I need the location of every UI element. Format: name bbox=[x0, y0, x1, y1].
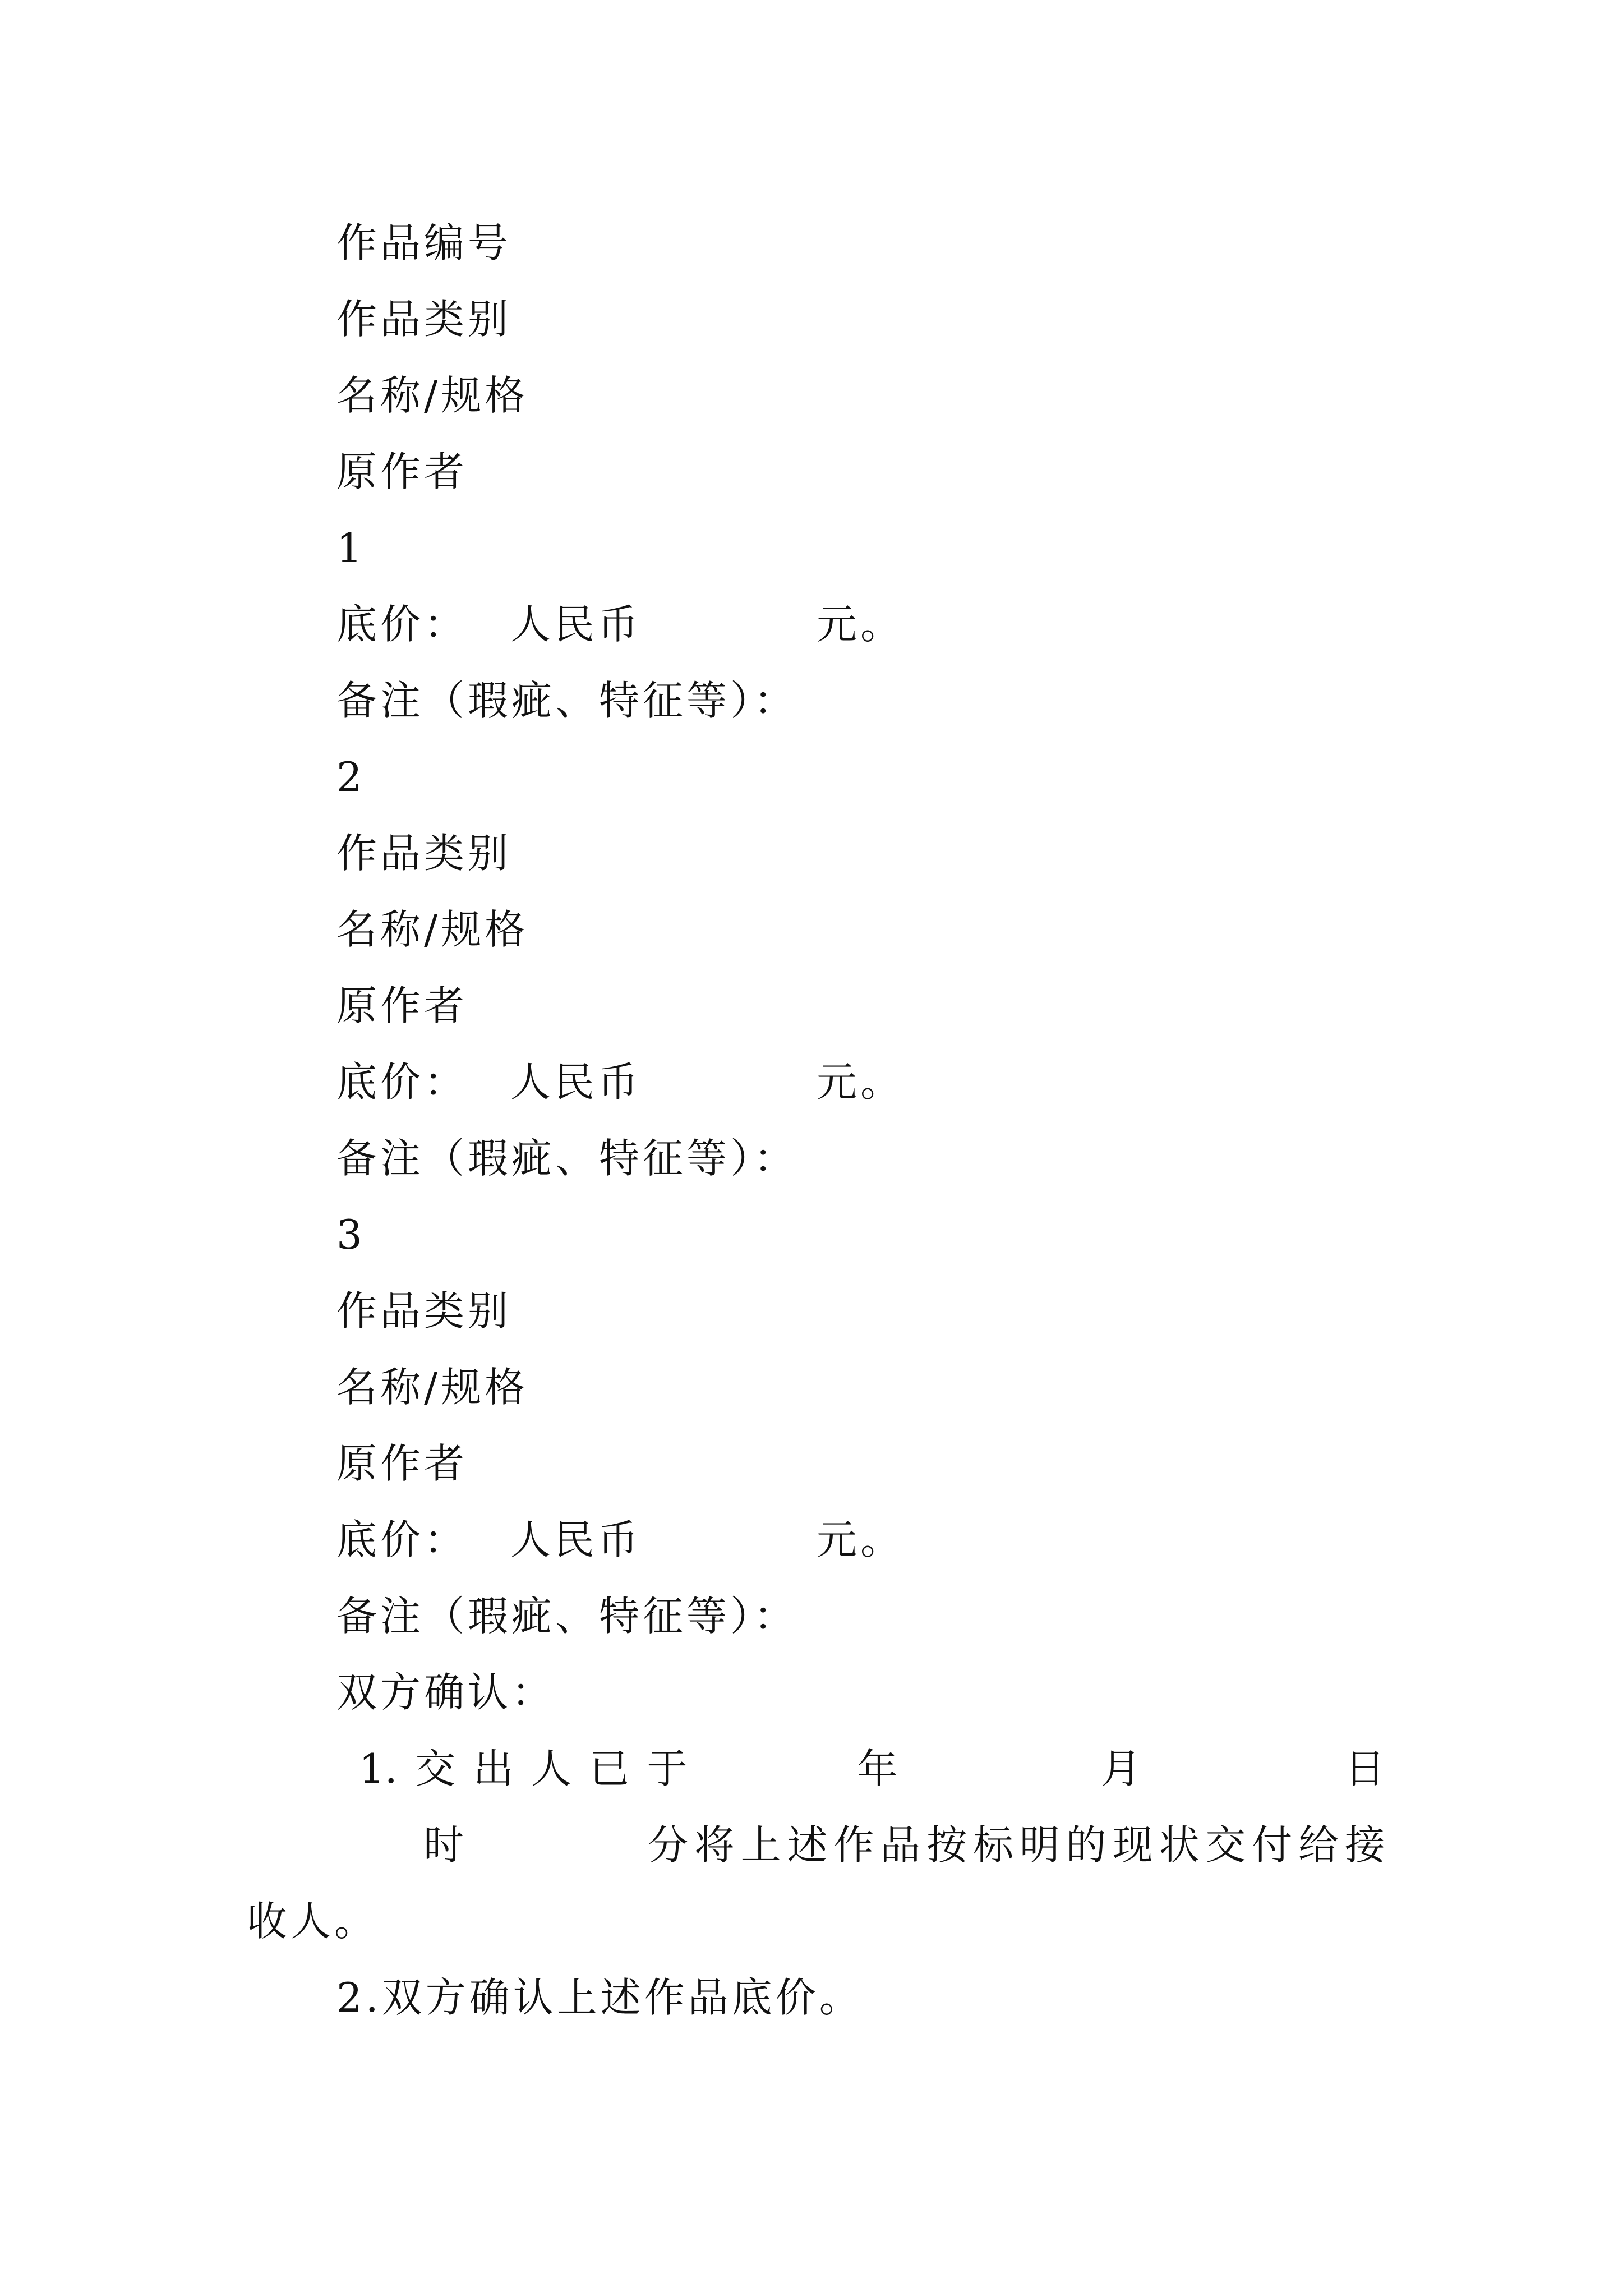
price-label: 底价： bbox=[336, 1059, 468, 1106]
item-index: 3 bbox=[336, 1211, 366, 1258]
clause-char: 上 bbox=[740, 1821, 781, 1869]
clause-char: 于 bbox=[647, 1745, 688, 1792]
clause-char: 付 bbox=[1252, 1821, 1293, 1869]
clause-char: 分 bbox=[648, 1821, 689, 1869]
artwork-name-label: 名称/规格 bbox=[336, 1364, 529, 1411]
clause-char: 1. bbox=[359, 1745, 398, 1792]
year-label: 年 bbox=[857, 1745, 898, 1792]
currency-label: 人民币 bbox=[510, 601, 642, 648]
clause-1-line-1 bbox=[359, 1738, 1385, 1800]
remark-label: 备注（瑕疵、特征等）： bbox=[336, 1593, 798, 1640]
price-line bbox=[336, 1509, 953, 1571]
clause-char: 状 bbox=[1159, 1821, 1200, 1869]
clause-char: 现 bbox=[1112, 1821, 1153, 1869]
clause-char: 交 bbox=[1205, 1821, 1246, 1869]
unit-label: 元。 bbox=[817, 601, 905, 648]
artwork-author-label: 原作者 bbox=[336, 448, 468, 495]
day-label: 日 bbox=[1344, 1745, 1385, 1792]
price-line bbox=[336, 1051, 953, 1113]
clause-char: 将 bbox=[694, 1821, 735, 1869]
unit-label: 元。 bbox=[817, 1059, 905, 1106]
clause-char: 已 bbox=[589, 1745, 630, 1792]
clause-1-line-2 bbox=[423, 1814, 1385, 1876]
clause-char: 按 bbox=[926, 1821, 967, 1869]
artwork-number-label: 作品编号 bbox=[336, 219, 512, 266]
artwork-name-label: 名称/规格 bbox=[336, 372, 529, 419]
clause-char: 标 bbox=[973, 1821, 1014, 1869]
item-index: 2 bbox=[336, 753, 366, 800]
clause-char: 作 bbox=[833, 1821, 874, 1869]
price-label: 底价： bbox=[336, 1516, 468, 1563]
clause-char: 人 bbox=[531, 1745, 571, 1792]
artwork-name-label: 名称/规格 bbox=[336, 906, 529, 953]
price-label: 底价： bbox=[336, 601, 468, 648]
remark-label: 备注（瑕疵、特征等）： bbox=[336, 677, 798, 724]
month-label: 月 bbox=[1101, 1745, 1142, 1792]
price-line bbox=[336, 593, 953, 655]
item-index: 1 bbox=[336, 524, 366, 572]
currency-label: 人民币 bbox=[510, 1516, 642, 1563]
confirmation-heading: 双方确认： bbox=[336, 1669, 556, 1716]
artwork-author-label: 原作者 bbox=[336, 1440, 468, 1487]
clause-char: 的 bbox=[1066, 1821, 1106, 1869]
clause-char: 交 bbox=[415, 1745, 456, 1792]
clause-char: 品 bbox=[880, 1821, 921, 1869]
currency-label: 人民币 bbox=[510, 1059, 642, 1106]
clause-char: 接 bbox=[1344, 1821, 1385, 1869]
clause-1-continuation: 收人。 bbox=[247, 1898, 379, 1945]
remark-label: 备注（瑕疵、特征等）： bbox=[336, 1135, 798, 1182]
clause-char: 出 bbox=[473, 1745, 514, 1792]
clause-2: 2.双方确认上述作品底价。 bbox=[336, 1974, 863, 2021]
artwork-author-label: 原作者 bbox=[336, 982, 468, 1029]
clause-char: 述 bbox=[787, 1821, 828, 1869]
unit-label: 元。 bbox=[817, 1516, 905, 1563]
hour-label: 时 bbox=[423, 1821, 464, 1869]
artwork-category-label: 作品类别 bbox=[336, 296, 512, 343]
clause-char: 明 bbox=[1019, 1821, 1060, 1869]
clause-char: 给 bbox=[1298, 1821, 1339, 1869]
artwork-category-label: 作品类别 bbox=[336, 1287, 512, 1335]
artwork-category-label: 作品类别 bbox=[336, 830, 512, 877]
